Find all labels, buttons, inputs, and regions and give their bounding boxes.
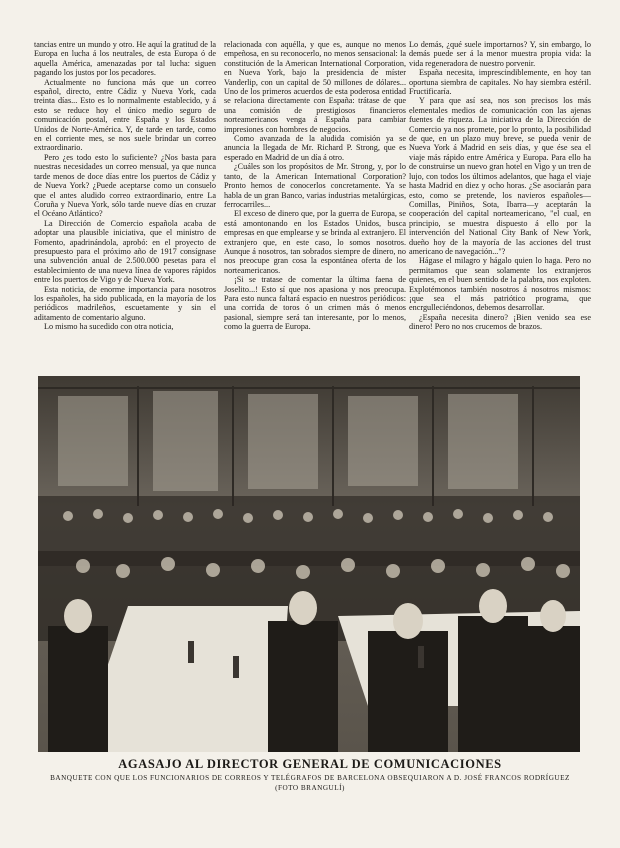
- col3-paragraph: Hágase el milagro y hágalo quien lo haga. Pero no permitamos que sean solamente los extranjeros quienes, en el buen sentido de la palabra, nos exploten. Explotémonos también nosotros á nosotros mismos: ¡que sea el más patriótico programa, que encrgulleciéndonos, debemos desarrollar.: [409, 256, 591, 313]
- article-column-1: [34, 40, 216, 332]
- col3-paragraph: ¿España necesita dinero? ¡Bien venido sea ese dinero! Pero no nos crucemos de brazos.: [409, 312, 591, 332]
- col3-paragraph: Lo demás, ¿qué suele importarnos? Y, sin embargo, lo demás puede ser á la menor muestra propia vida: la vida regeneradora de nuestro porvenir.: [409, 40, 591, 68]
- col1-paragraph: tancias entre un mundo y otro. He aquí la gratitud de la Europa en lucha á los neutrales, de esta Europa ó de aquella América, amenazadas por tal lucha: siguen pagando los justos por los pecadores.: [34, 40, 216, 78]
- banquet-photo: [38, 376, 580, 752]
- col1-paragraph: Pero ¿es todo esto lo suficiente? ¿Nos basta para nuestras necesidades un correo mensual, ya que nunca tarde menos de doce días entre los puertos de Cádiz y de Nueva York? ¿Puede aceptarse como un consuelo que el antes aludido correo extraordinario, entre La Coruña y Nueva York, sólo tarde nueve días en cruzar el Océano Atlántico?: [34, 152, 216, 219]
- col3-paragraph: Y para que así sea, nos son precisos los más elementales medios de comunicación con las ajenas fuentes de riqueza. La iniciativa de la Dirección de Comercio ya nos promete, por lo pronto, la posibilidad de que, en un plazo muy breve, se pueda venir de Nueva York á Madrid en seis días, y que ése sea el viaje más rápido entre América y Europa. Para ello ha de construirse un nuevo gran hotel en Vigo y un tren de lujo, con todos los últimos adelantos, que haga el viaje hasta Madrid en diez y ocho horas. ¿Se asociarán para esto, como se pretende, los navieros españoles—Comillas, Piniños, Sota, Ibarra—y aceptarán la cooperación del capital norteamericano, "el cual, en principio, se muestra dispuesto á ello por la intervención del National City Bank of New York, dueño hoy de la mayoría de las acciones del trust americano de navegación..."?: [409, 96, 591, 256]
- col2-paragraph: ¿Cuáles son los propósitos de Mr. Strong, y, por lo tanto, de la American International Corporation? Pronto hemos de conocerlos concretamente. Ya se habla de un gran Banco, varias industrias metalúrgicas, ferrocarriles...: [224, 162, 406, 209]
- col2-paragraph: ¡Si se tratase de comentar la última faena de Joselito...! Esto sí que nos apasiona y nos preocupa. Para esto nunca faltará espacio en nuestros periódicos: una corrida de toros ó un crimen más ó menos pasional, siempre será tan interesante, por lo menos, como la guerra de Europa.: [224, 275, 406, 332]
- col1-paragraph: La Dirección de Comercio española acaba de adoptar una plausible iniciativa, que el ministro de Fomento, apadrinándola, aprobó: en el proyecto de presupuesto para el próximo año de 1917 consígnase una subvención anual de 2.500.000 pesetas para el establecimiento de una nueva línea de vapores rápidos entre los puertos de Vigo y de Nueva York.: [34, 218, 216, 285]
- photo-caption-subtitle: BANQUETE CON QUE LOS FUNCIONARIOS DE CORREOS Y TELÉGRAFOS DE BARCELONA OBSEQUIARON A D. JOSÉ FRANCOS RODRÍGUEZ: [50, 774, 570, 782]
- article-column-2: [224, 40, 406, 332]
- col2-paragraph: Como avanzada de la aludida comisión ya se anuncia la llegada de Mr. Richard P. Strong, que es esperado en Madrid de un día á otro.: [224, 134, 406, 162]
- col1-paragraph: Esta noticia, de enorme importancia para nosotros los españoles, ha sido publicada, en la mayoría de los periódicos madrileños, escuetamente y sin el aditamento de comentario alguno.: [34, 284, 216, 322]
- photo-credit: (FOTO BRANGULÍ): [275, 784, 345, 792]
- col3-paragraph: España necesita, imprescindiblemente, en hoy tan oportuna siembra de capitales. No hay siembra estéril. Fructificaría.: [409, 68, 591, 97]
- col1-paragraph: Lo mismo ha sucedido con otra noticia,: [44, 322, 174, 332]
- col1-paragraph: Actualmente no funciona más que un correo español, directo, entre Cádiz y Nueva York, cada treinta días... Esto es lo normalmente establecido, y á esto se reduce hoy el único medio seguro de comunicación postal, entre España y los Estados Unidos de Norte-América. Y, de tarde en tarde, como en el corriente mes, se nos suele brindar un correo extraordinario.: [34, 77, 216, 153]
- photo-caption-title: AGASAJO AL DIRECTOR GENERAL DE COMUNICACIONES: [118, 757, 502, 771]
- col2-paragraph: El exceso de dinero que, por la guerra de Europa, se está amontonando en los Estados Unidos, busca empresas en que emplearse y se brinda al extranjero. El extranjero que, en este caso, lo somos nosotros. Aunque á nosotros, tan sobrados siempre de dinero, no nos preocupe gran cosa la espontánea oferta de los norteamericanos.: [224, 209, 406, 275]
- article-column-3: [409, 40, 591, 332]
- col2-paragraph: relacionada con aquélla, y que es, aunque no menos empeñosa, en su reconocerlo, no menos sensacional: la constitución de la American International Corporation, en Nueva York, bajo la presidencia de míster Vanderlip, con un capital de 50 millones de dólares... Uno de los primeros acuerdos de esta poderosa entidad se relaciona directamente con España: trátase de que una comisión de prestigiosos financieros norteamericanos venga á España para cambiar impresiones con hombres de negocios.: [224, 40, 406, 134]
